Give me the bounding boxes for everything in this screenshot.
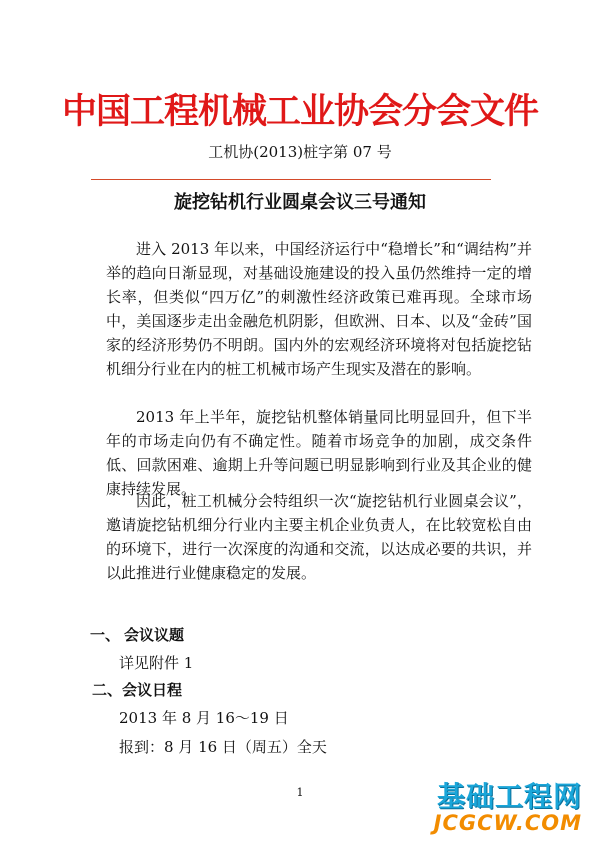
section-1-content: 详见附件 1 [119,654,194,672]
red-divider-line [91,179,491,180]
section-1-number: 一、 [90,626,121,644]
section-2-heading: 二、会议日程 [92,681,183,699]
site-watermark-logo [412,775,582,837]
document-number: 工机协(2013)桩字第 07 号 [208,143,392,161]
watermark-name: 基础工程网 [436,780,582,813]
section-1-title: 会议议题 [124,626,185,644]
paragraph-3: 因此，桩工机械分会特组织一次“旋挖钻机行业圆桌会议”，邀请旋挖钻机细分行业内主要主机企业负责人，在比较宽松自由的环境下，进行一次深度的沟通和交流，以达成必要的共识，并以此推进行业健康稳定的发展。 [106,492,532,582]
meeting-dates: 2013 年 8 月 16～19 日 [119,709,289,727]
paragraph-2: 2013 年上半年，旋挖钻机整体销量同比明显回升，但下半年的市场走向仍有不确定性。随着市场竞争的加剧，成交条件低、回款困难、逾期上升等问题已明显影响到行业及其企业的健康持续发展。 [106,408,532,498]
notice-title: 旋挖钻机行业圆桌会议三号通知 [174,192,426,213]
page-number: 1 [296,786,304,799]
org-title: 中国工程机械工业协会分会文件 [61,91,538,132]
watermark-domain: JCGCW.COM [433,811,582,835]
paragraph-1: 进入 2013 年以来，中国经济运行中“稳增长”和“调结构”并举的趋向日渐显现，对基础设施建设的投入虽仍然维持一定的增长率，但类似“四万亿”的刺激性经济政策已难再现。全球市场中，美国逐步走出金融危机阴影，但欧洲、日本、以及“金砖”国家的经济形势仍不明朗。国内外的宏观经济环境将对包括旋挖钻机细分行业在内的桩工机械市场产生现实及潜在的影响。 [106,240,532,378]
section-1-heading [90,624,184,645]
registration-info: 报到：8 月 16 日（周五）全天 [119,738,327,756]
